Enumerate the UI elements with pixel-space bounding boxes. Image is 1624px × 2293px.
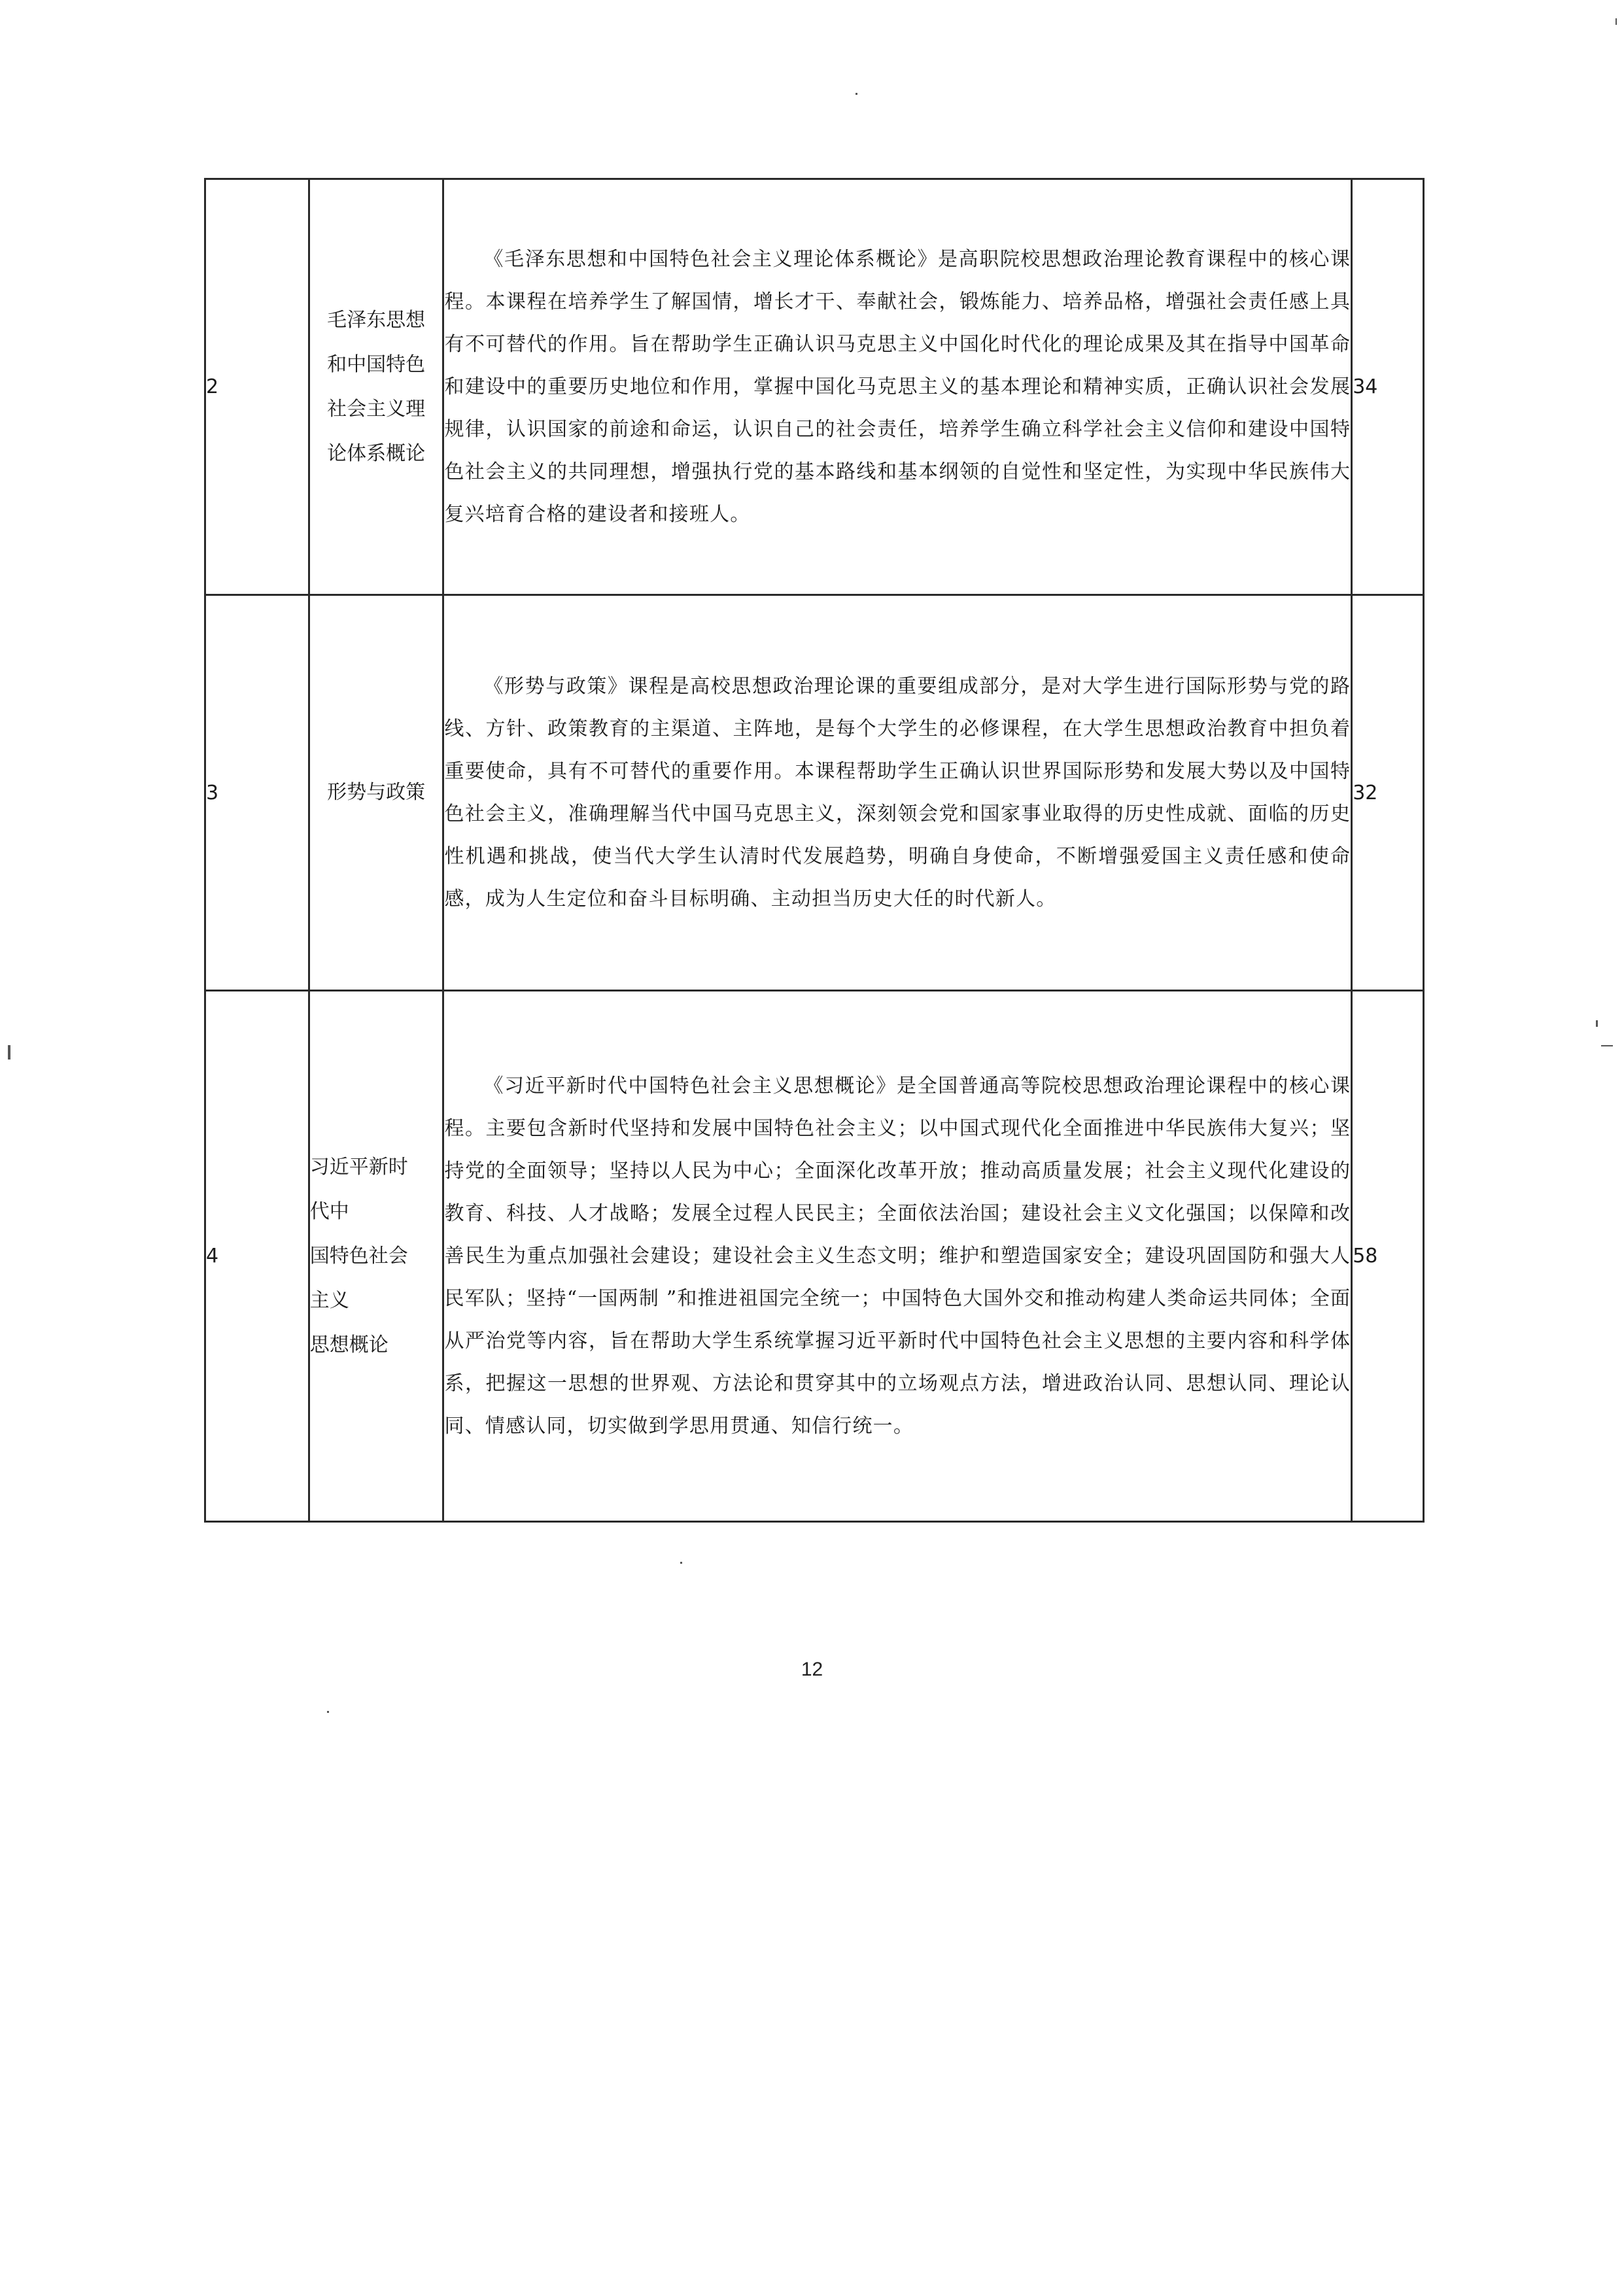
page-number: 12 — [801, 1659, 823, 1680]
course-name: 习近平新时 代中 国特色社会 主义 思想概论 — [309, 1155, 408, 1356]
table-row — [205, 179, 1424, 595]
row-number: 3 — [206, 781, 219, 804]
course-description-cell — [443, 991, 1352, 1522]
course-description-cell — [443, 595, 1352, 991]
scan-speck — [855, 93, 857, 95]
course-name: 毛泽东思想 和中国特色 社会主义理 论体系概论 — [327, 308, 426, 465]
course-hours: 32 — [1353, 781, 1378, 804]
course-description: 《毛泽东思想和中国特色社会主义理论体系概论》是高职院校思想政治理论教育课程中的核心课程。本课程在培养学生了解国情，增长才干、奉献社会，锻炼能力、培养品格，增强社会责任感上具有不可替代的作用。旨在帮助学生正确认识马克思主义中国化时代化的理论成果及其在指导中国革命和建设中的重要历史地位和作用，掌握中国化马克思主义的基本理论和精神实质，正确认识社会发展规律，认识国家的前途和命运，认识自己的社会责任，培养学生确立科学社会主义信仰和建设中国特色社会主义的共同理想，增强执行党的基本路线和基本纲领的自觉性和坚定性，为实现中华民族伟大复兴培育合格的建设者和接班人。 — [444, 248, 1351, 526]
course-table — [204, 178, 1425, 1523]
course-name-cell — [309, 179, 443, 595]
row-number-cell — [205, 595, 309, 991]
scan-speck — [1601, 1045, 1613, 1046]
scan-speck — [680, 1562, 682, 1564]
course-hours: 58 — [1353, 1245, 1378, 1267]
scan-speck — [1596, 1020, 1598, 1027]
table-row — [205, 991, 1424, 1522]
row-number-cell — [205, 179, 309, 595]
course-description: 《习近平新时代中国特色社会主义思想概论》是全国普通高等院校思想政治理论课程中的核心课程。主要包含新时代坚持和发展中国特色社会主义；以中国式现代化全面推进中华民族伟大复兴；坚持党的全面领导；坚持以人民为中心；全面深化改革开放；推动高质量发展；社会主义现代化建设的教育、科技、人才战略；发展全过程人民民主；全面依法治国；建设社会主义文化强国；以保障和改善民生为重点加强社会建设；建设社会主义生态文明；维护和塑造国家安全；建设巩固国防和强大人民军队；坚持“一国两制 ”和推进祖国完全统一；中国特色大国外交和推动构建人类命运共同体；全面从严治党等内容，旨在帮助大学生系统掌握习近平新时代中国特色社会主义思想的主要内容和科学体系，把握这一思想的世界观、方法论和贯穿其中的立场观点方法，增进政治认同、思想认同、理论认同、情感认同，切实做到学思用贯通、知信行统一。 — [444, 1075, 1351, 1438]
course-description-cell — [443, 179, 1352, 595]
course-hours: 34 — [1353, 375, 1378, 398]
course-name-cell — [309, 991, 443, 1522]
scan-speck — [8, 1045, 10, 1060]
course-hours-cell — [1352, 179, 1424, 595]
course-hours-cell — [1352, 991, 1424, 1522]
scan-speck — [1615, 18, 1617, 25]
row-number: 2 — [206, 375, 219, 398]
course-hours-cell — [1352, 595, 1424, 991]
course-name-cell — [309, 595, 443, 991]
row-number: 4 — [206, 1245, 219, 1267]
course-description: 《形势与政策》课程是高校思想政治理论课的重要组成部分，是对大学生进行国际形势与党的路线、方针、政策教育的主渠道、主阵地，是每个大学生的必修课程，在大学生思想政治教育中担负着重要使命，具有不可替代的重要作用。本课程帮助学生正确认识世界国际形势和发展大势以及中国特色社会主义，准确理解当代中国马克思主义，深刻领会党和国家事业取得的历史性成就、面临的历史性机遇和挑战，使当代大学生认清时代发展趋势，明确自身使命，不断增强爱国主义责任感和使命感，成为人生定位和奋斗目标明确、主动担当历史大任的时代新人。 — [444, 675, 1351, 910]
table-row — [205, 595, 1424, 991]
scan-speck — [327, 1711, 329, 1713]
course-name: 形势与政策 — [327, 781, 426, 804]
row-number-cell — [205, 991, 309, 1522]
